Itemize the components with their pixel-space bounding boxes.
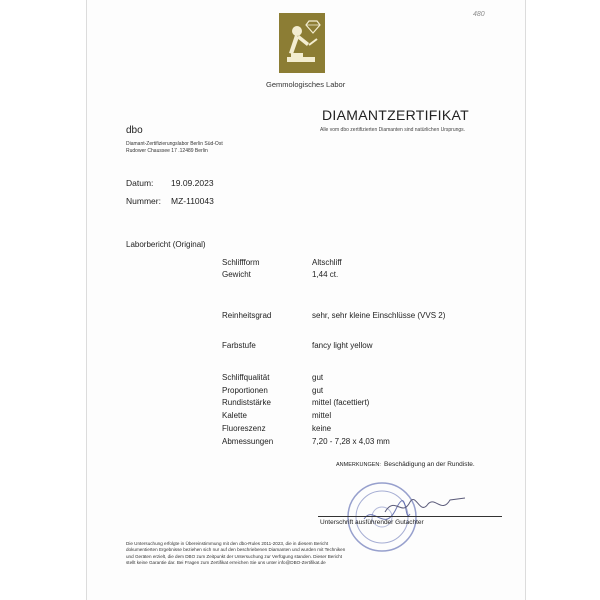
property-value: 1,44 ct.: [312, 270, 339, 279]
footer-line: und Geräten erzielt, die dem DBO zum Zeitpunkt der Untersuchung zur Verfügung standen. Dieser Bericht: [126, 553, 343, 559]
number-label: Nummer:: [126, 196, 161, 206]
date-label: Datum:: [126, 178, 154, 188]
footer-disclaimer: [126, 541, 506, 566]
property-value: mittel: [312, 411, 332, 420]
issuer-name: dbo: [126, 125, 143, 136]
signature-line: [318, 516, 502, 517]
lab-logo: [279, 13, 325, 73]
property-label: Schliffqualität: [222, 373, 270, 382]
property-label: Gewicht: [222, 270, 251, 279]
issuer-address-line2: Rudower Chaussee 17 .12489 Berlin: [126, 148, 208, 154]
property-value: gut: [312, 373, 324, 382]
footer-line: stellt keine Garantie dar. Bei Fragen zum Zertifikat erreichen Sie uns unter info@DBO-Zertifikat.de: [126, 559, 326, 565]
certificate-title: DIAMANTZERTIFIKAT: [322, 107, 469, 123]
property-label: Reinheitsgrad: [222, 311, 272, 320]
microscope-icon: [279, 13, 325, 73]
property-value: gut: [312, 386, 324, 395]
remarks-label: ANMERKUNGEN:: [336, 462, 381, 468]
property-value: mittel (facettiert): [312, 398, 370, 407]
signature-label: Unterschrift ausführender Gutachter: [320, 519, 424, 526]
property-label: Kalette: [222, 411, 247, 420]
property-label: Abmessungen: [222, 437, 274, 446]
property-label: Schliffform: [222, 258, 260, 267]
logo-caption: Gemmologisches Labor: [266, 80, 346, 89]
property-value: 7,20 - 7,28 x 4,03 mm: [312, 437, 390, 446]
property-value: fancy light yellow: [312, 341, 373, 350]
date-value: 19.09.2023: [171, 178, 214, 188]
footer-line: dokumentierten Ergebnisse beziehen sich nur auf den beschriebenen Diamanten und wurden mit Techniken: [126, 547, 346, 553]
property-value: Altschliff: [312, 258, 342, 267]
property-label: Farbstufe: [222, 341, 256, 350]
remarks-text: Beschädigung an der Rundiste.: [384, 461, 475, 468]
property-label: Rundiststärke: [222, 398, 271, 407]
handwritten-note: 480: [473, 11, 485, 18]
property-value: keine: [312, 424, 332, 433]
report-label: Laborbericht (Original): [126, 240, 206, 249]
property-label: Fluoreszenz: [222, 424, 266, 433]
issuer-address-line1: Diamant-Zertifizierungslabor Berlin Süd-Ost: [126, 141, 223, 147]
property-label: Proportionen: [222, 386, 268, 395]
property-value: sehr, sehr kleine Einschlüsse (VVS 2): [312, 311, 446, 320]
footer-line: Die Untersuchung erfolgte in Übereinstimmung mit den dbo-Rules 2011-2023, die in diesem Bericht: [126, 541, 329, 546]
certificate-subtitle: Alle vom dbo zertifizierten Diamanten sind natürlichen Ursprungs.: [320, 127, 466, 133]
number-value: MZ-110043: [171, 196, 214, 206]
